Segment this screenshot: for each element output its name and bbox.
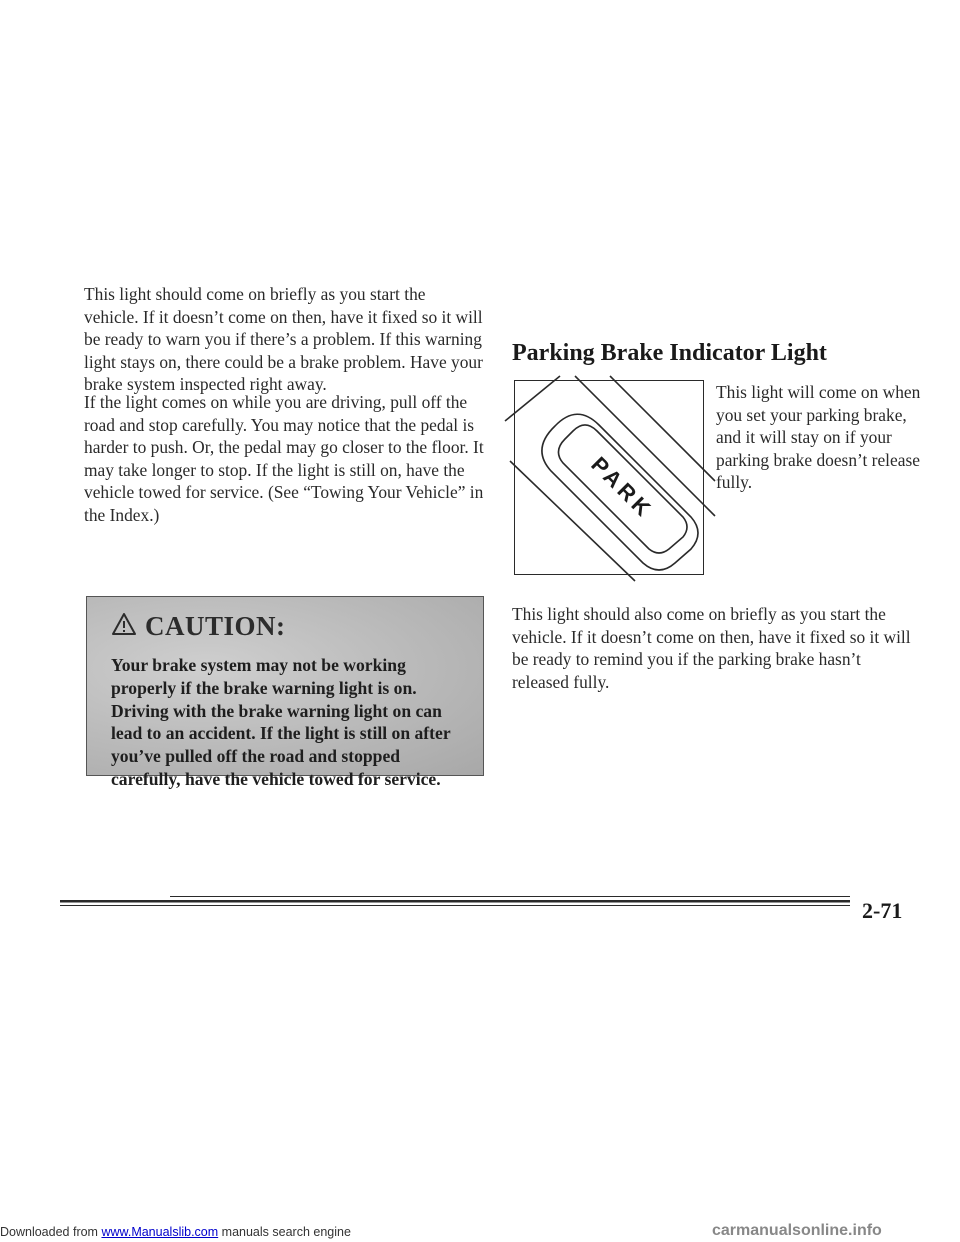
download-suffix: manuals search engine [221, 1225, 351, 1239]
parking-brake-paragraph-2: This light should also come on briefly as you start the vehicle. If it doesn’t come on then, have it fixed so it will be ready to remind you if the parking brake hasn’t released fully. [512, 604, 911, 692]
parking-brake-lever-icon [515, 381, 703, 574]
warning-triangle-icon [111, 612, 137, 641]
caution-title: CAUTION: [145, 611, 286, 641]
caution-header [111, 611, 286, 642]
park-label: PARK [586, 451, 659, 524]
download-prefix: Downloaded from [0, 1225, 98, 1239]
download-banner [0, 1225, 351, 1240]
footer-rule [60, 895, 908, 907]
section-heading: Parking Brake Indicator Light [512, 340, 827, 366]
caution-text: Your brake system may not be working properly if the brake warning light is on. Driving with the brake warning light on can lead to an accident. If the light is still on after you’ve pulled off the road and stopped carefully, have the vehicle towed for service. [111, 655, 451, 789]
parking-brake-paragraph-1: This light will come on when you set your parking brake, and it will stay on if your parking brake doesn’t release fully. [716, 382, 921, 493]
page-number: 2-71 [862, 898, 903, 923]
brake-light-paragraph-1: This light should come on briefly as you start the vehicle. If it doesn’t come on then, have it fixed so it will be ready to warn you if there’s a problem. If this warning light stays on, there could be a brake problem. Have your brake system inspected right away. [84, 284, 483, 395]
parking-brake-figure [514, 380, 704, 575]
brake-light-paragraph-2: If the light comes on while you are driving, pull off the road and stop carefully. You may notice that the pedal is harder to push. Or, the pedal may go closer to the floor. It may take longer to stop. If the light is still on, have the vehicle towed for service. (See “Towing Your Vehicle” in the Index.) [84, 392, 484, 525]
caution-box [86, 596, 484, 789]
watermark: carmanualsonline.info [712, 1222, 882, 1239]
manualslib-link[interactable]: www.Manualslib.com [101, 1225, 219, 1239]
